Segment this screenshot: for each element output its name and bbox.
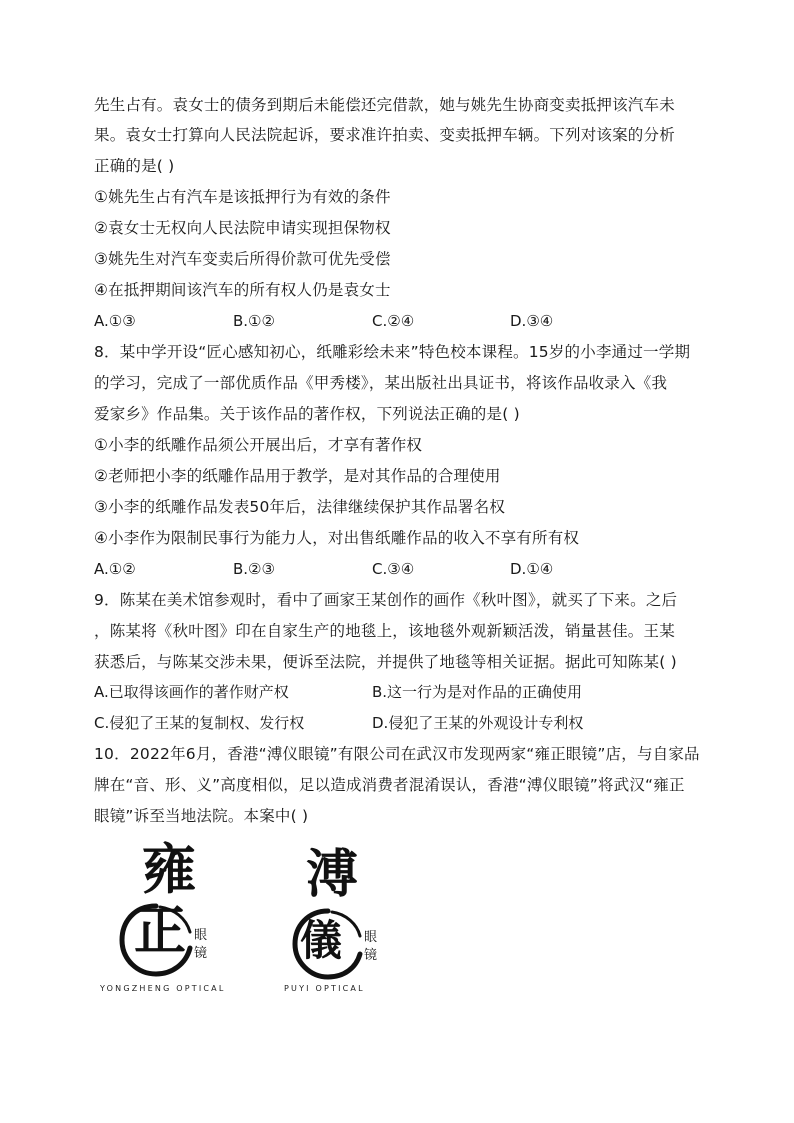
logo-top-char: 雍: [142, 837, 196, 901]
q7-statement-1: ①姚先生占有汽车是该抵押行为有效的条件: [94, 188, 391, 206]
logo-caption: PUYI OPTICAL: [284, 984, 365, 993]
logo-center-char: 正: [134, 901, 187, 962]
q10-text-line-1: 10．2022年6月，香港“溥仪眼镜”有限公司在武汉市发现两家“雍正眼镜”店，与自家品: [94, 745, 700, 763]
logo-side-char-1: 眼: [194, 928, 208, 943]
q7-option-b[interactable]: B.①②: [233, 312, 275, 330]
q8-text-line-3: 爱家乡》作品集。关于该作品的著作权，下列说法正确的是( ): [94, 405, 520, 423]
q9-option-b[interactable]: B.这一行为是对作品的正确使用: [372, 683, 583, 701]
q7-statement-3: ③姚先生对汽车变卖后所得价款可优先受偿: [94, 250, 391, 268]
q10-text-line-3: 眼镜”诉至当地法院。本案中( ): [94, 807, 309, 825]
q8-option-b[interactable]: B.②③: [233, 560, 275, 578]
q9-text-line-1: 9．陈某在美术馆参观时，看中了画家王某创作的画作《秋叶图》，就买了下来。之后: [94, 591, 678, 609]
q7-text-line-1: 先生占有。袁女士的债务到期后未能偿还完借款，她与姚先生协商变卖抵押该汽车未: [94, 96, 675, 114]
logo-caption: YONGZHENG OPTICAL: [100, 984, 226, 993]
q8-statement-2: ②老师把小李的纸雕作品用于教学，是对其作品的合理使用: [94, 467, 501, 485]
q7-text-line-2: 果。袁女士打算向人民法院起诉，要求准许拍卖、变卖抵押车辆。下列对该案的分析: [94, 126, 675, 144]
q8-text-line-1: 8．某中学开设“匠心感知初心，纸雕彩绘未来”特色校本课程。15岁的小李通过一学期: [94, 343, 691, 361]
q8-statement-4: ④小李作为限制民事行为能力人，对出售纸雕作品的收入不享有所有权: [94, 529, 580, 547]
q8-statement-3: ③小李的纸雕作品发表50年后，法律继续保护其作品署名权: [94, 498, 506, 516]
puyi-logo: [282, 838, 402, 998]
q10-text-line-2: 牌在“音、形、义”高度相似，足以造成消费者混淆误认，香港“溥仪眼镜”将武汉“雍正: [94, 776, 685, 794]
q8-option-a[interactable]: A.①②: [94, 560, 136, 578]
q9-option-d[interactable]: D.侵犯了王某的外观设计专利权: [372, 714, 584, 732]
q8-statement-1: ①小李的纸雕作品须公开展出后，才享有著作权: [94, 436, 423, 454]
q7-statement-4: ④在抵押期间该汽车的所有权人仍是袁女士: [94, 281, 391, 299]
q8-text-line-2: 的学习，完成了一部优质作品《甲秀楼》，某出版社出具证书，将该作品收录入《我: [94, 374, 668, 392]
q7-option-a[interactable]: A.①③: [94, 312, 136, 330]
q8-option-d[interactable]: D.①④: [510, 560, 554, 578]
logo-side-char-2: 镜: [194, 946, 208, 961]
q7-statement-2: ②袁女士无权向人民法院申请实现担保物权: [94, 219, 391, 237]
q9-text-line-3: 获悉后，与陈某交涉未果，便诉至法院，并提供了地毯等相关证据。据此可知陈某( ): [94, 653, 677, 671]
q7-option-d[interactable]: D.③④: [510, 312, 554, 330]
q7-text-line-3: 正确的是( ): [94, 157, 175, 175]
q9-option-c[interactable]: C.侵犯了王某的复制权、发行权: [94, 714, 305, 732]
logo-side-char-1: 眼: [364, 930, 378, 945]
q9-text-line-2: ，陈某将《秋叶图》印在自家生产的地毯上，该地毯外观新颖活泼，销量甚佳。王某: [94, 622, 675, 640]
logo-center-char: 儀: [300, 916, 343, 965]
logo-top-char: 溥: [306, 844, 359, 905]
q8-option-c[interactable]: C.③④: [372, 560, 415, 578]
logo-side-char-2: 镜: [364, 948, 378, 963]
q7-option-c[interactable]: C.②④: [372, 312, 415, 330]
q9-option-a[interactable]: A.已取得该画作的著作财产权: [94, 683, 289, 701]
yongzheng-logo: [100, 838, 240, 998]
